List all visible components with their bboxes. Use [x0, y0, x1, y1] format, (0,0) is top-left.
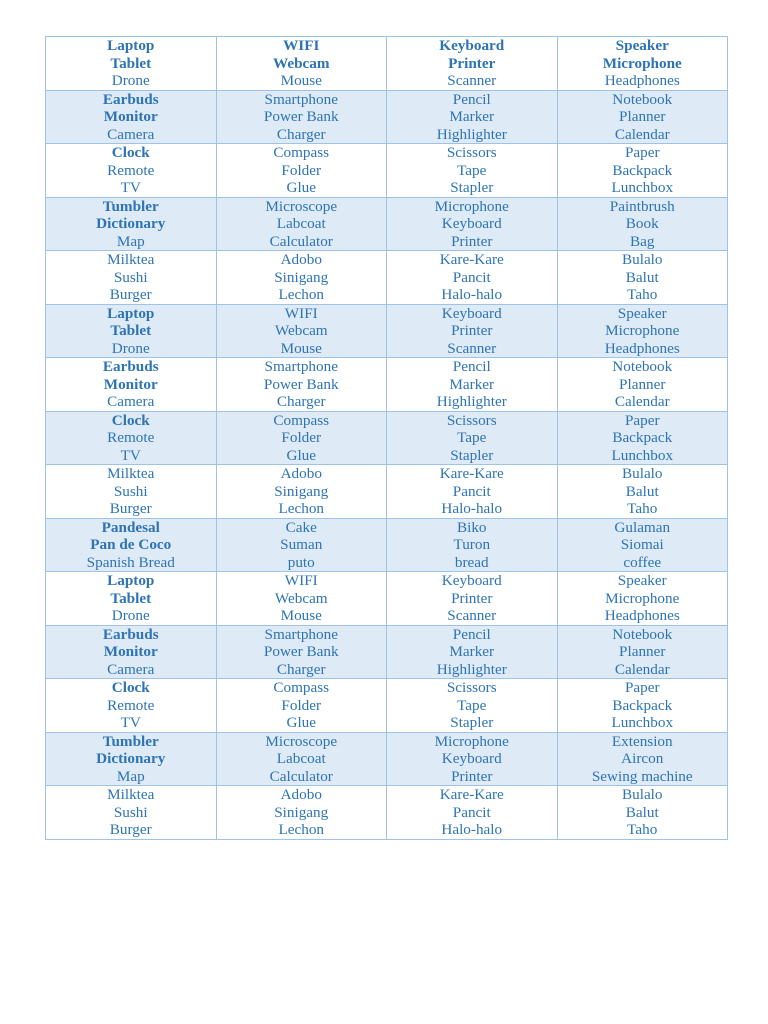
table-cell [46, 625, 217, 679]
cell-word: Laptop [107, 37, 155, 54]
cell-word: Speaker [615, 37, 669, 54]
cell-word: Microphone [605, 589, 680, 607]
table-cell [216, 197, 387, 251]
cell-word: Folder [281, 696, 322, 714]
cell-word: Balut [625, 803, 659, 821]
cell-word: Speaker [617, 304, 667, 322]
cell-word: Pancit [452, 482, 491, 500]
cell-word: Compass [273, 679, 330, 696]
cell-word: Keyboard [441, 215, 502, 232]
cell-word: Backpack [612, 429, 673, 446]
cell-word: Tape [457, 696, 487, 714]
cell-word: Tumbler [102, 732, 159, 750]
cell-word: Milktea [107, 786, 155, 803]
cell-word: Map [116, 232, 145, 250]
table-cell [46, 251, 217, 305]
table-cell [387, 732, 558, 786]
table-cell [557, 518, 728, 572]
cell-word: Calendar [614, 125, 670, 143]
cell-word: Siomai [620, 536, 664, 553]
table-cell [216, 786, 387, 840]
cell-word: Charger [276, 660, 326, 678]
cell-word: Sinigang [274, 803, 329, 821]
cell-word: Sinigang [274, 268, 329, 286]
cell-word: Dictionary [96, 750, 166, 767]
table-cell [216, 358, 387, 412]
cell-word: TV [120, 446, 141, 464]
table-cell [557, 304, 728, 358]
cell-word: puto [287, 553, 315, 571]
cell-word: Pan de Coco [90, 536, 172, 553]
cell-word: Stapler [450, 179, 494, 196]
cell-word: Mouse [280, 72, 322, 89]
cell-word: Marker [449, 375, 495, 393]
cell-word: Paper [624, 411, 660, 429]
cell-word: Lunchbox [611, 179, 674, 196]
cell-word: Clock [111, 411, 150, 429]
cell-word: Calculator [269, 767, 333, 785]
table-cell [557, 411, 728, 465]
table-row [46, 518, 728, 572]
cell-word: Camera [107, 660, 155, 678]
cell-word: Highlighter [436, 660, 507, 678]
cell-word: Glue [286, 179, 317, 196]
cell-word: Power Bank [263, 643, 339, 660]
cell-word: Headphones [604, 339, 680, 357]
cell-word: Labcoat [276, 750, 326, 767]
cell-word: Camera [107, 393, 155, 410]
cell-word: Gulaman [614, 518, 671, 536]
cell-word: Notebook [612, 358, 673, 375]
table-cell [557, 625, 728, 679]
table-cell [46, 679, 217, 733]
cell-word: Tape [457, 161, 487, 179]
cell-word: TV [120, 179, 141, 196]
table-row [46, 197, 728, 251]
cell-word: Mouse [280, 339, 322, 357]
cell-word: Halo-halo [441, 821, 503, 838]
table-row [46, 90, 728, 144]
table-cell [216, 411, 387, 465]
cell-word: Compass [273, 144, 330, 161]
cell-word: Webcam [274, 589, 328, 607]
table-cell [216, 465, 387, 519]
table-cell [387, 625, 558, 679]
cell-word: Remote [107, 429, 155, 446]
cell-word: Microphone [434, 732, 509, 750]
table-row [46, 732, 728, 786]
cell-word: Printer [451, 232, 493, 250]
cell-word: Clock [111, 144, 150, 161]
cell-word: Printer [451, 322, 493, 339]
cell-word: Dictionary [96, 215, 166, 232]
cell-word: Smartphone [264, 358, 338, 375]
cell-word: Balut [625, 268, 659, 286]
table-cell [216, 679, 387, 733]
cell-word: Microphone [434, 197, 509, 215]
cell-word: Tablet [110, 54, 152, 72]
table-row [46, 572, 728, 626]
table-cell [46, 197, 217, 251]
table-row [46, 37, 728, 91]
cell-word: Notebook [612, 625, 673, 643]
table-cell [557, 358, 728, 412]
table-cell [387, 786, 558, 840]
table-row [46, 786, 728, 840]
cell-word: Planner [619, 375, 666, 393]
cell-word: Drone [111, 607, 150, 624]
cell-word: Drone [111, 339, 150, 357]
cell-word: TV [120, 714, 141, 731]
table-cell [216, 518, 387, 572]
table-cell [46, 358, 217, 412]
cell-word: Lechon [278, 821, 325, 838]
cell-word: Lechon [278, 500, 325, 517]
cell-word: Scissors [446, 144, 497, 161]
table-cell [46, 304, 217, 358]
cell-word: Pandesal [101, 518, 160, 536]
cell-word: Remote [107, 161, 155, 179]
table-cell [387, 37, 558, 91]
cell-word: Compass [273, 411, 330, 429]
cell-word: Mouse [280, 607, 322, 624]
cell-word: Sewing machine [591, 767, 693, 785]
cell-word: Scissors [446, 679, 497, 696]
table-cell [387, 465, 558, 519]
cell-word: Calendar [614, 393, 670, 410]
table-row [46, 625, 728, 679]
cell-word: Scanner [447, 607, 497, 624]
cell-word: Sushi [113, 803, 148, 821]
table-cell [557, 679, 728, 733]
table-cell [557, 465, 728, 519]
cell-word: Pancit [452, 268, 491, 286]
cell-word: Webcam [272, 54, 330, 72]
cell-word: Adobo [280, 465, 322, 482]
cell-word: Scanner [447, 339, 497, 357]
table-cell [216, 144, 387, 198]
cell-word: Book [625, 215, 659, 232]
table-cell [46, 465, 217, 519]
cell-word: Scanner [447, 72, 497, 89]
table-row [46, 411, 728, 465]
word-list-table [45, 36, 728, 840]
cell-word: Cake [285, 518, 317, 536]
cell-word: WIFI [284, 304, 318, 322]
cell-word: Tablet [110, 589, 152, 607]
cell-word: Planner [619, 643, 666, 660]
table-row [46, 465, 728, 519]
cell-word: Smartphone [264, 625, 338, 643]
table-cell [557, 251, 728, 305]
table-row [46, 679, 728, 733]
cell-word: Earbuds [102, 90, 159, 108]
cell-word: bread [454, 553, 489, 571]
table-cell [216, 732, 387, 786]
cell-word: coffee [623, 553, 662, 571]
cell-word: Monitor [103, 108, 158, 125]
cell-word: Backpack [612, 696, 673, 714]
cell-word: Kare-Kare [439, 465, 504, 482]
table-cell [46, 786, 217, 840]
cell-word: Keyboard [439, 37, 505, 54]
cell-word: Sushi [113, 268, 148, 286]
cell-word: Microscope [265, 197, 338, 215]
table-cell [387, 518, 558, 572]
cell-word: Keyboard [441, 572, 502, 589]
cell-word: Printer [451, 589, 493, 607]
cell-word: Tape [457, 429, 487, 446]
cell-word: Taho [627, 821, 658, 838]
table-cell [387, 144, 558, 198]
cell-word: Sinigang [274, 482, 329, 500]
cell-word: Tablet [110, 322, 152, 339]
cell-word: Scissors [446, 411, 497, 429]
table-cell [46, 572, 217, 626]
table-cell [557, 37, 728, 91]
cell-word: Burger [109, 821, 152, 838]
cell-word: Planner [619, 108, 666, 125]
cell-word: WIFI [284, 572, 318, 589]
table-cell [216, 625, 387, 679]
cell-word: Spanish Bread [86, 553, 175, 571]
cell-word: Speaker [617, 572, 667, 589]
cell-word: Paintbrush [609, 197, 675, 215]
cell-word: Halo-halo [441, 286, 503, 303]
cell-word: Sushi [113, 482, 148, 500]
table-cell [557, 144, 728, 198]
table-cell [557, 732, 728, 786]
cell-word: Biko [456, 518, 487, 536]
table-cell [46, 37, 217, 91]
table-cell [557, 572, 728, 626]
table-cell [216, 572, 387, 626]
cell-word: Calculator [269, 232, 333, 250]
cell-word: Folder [281, 429, 322, 446]
cell-word: Pencil [452, 625, 491, 643]
cell-word: Highlighter [436, 125, 507, 143]
cell-word: Tumbler [102, 197, 159, 215]
cell-word: Milktea [107, 465, 155, 482]
cell-word: Pancit [452, 803, 491, 821]
cell-word: Marker [449, 108, 495, 125]
cell-word: Burger [109, 500, 152, 517]
table-cell [46, 411, 217, 465]
table-cell [557, 90, 728, 144]
cell-word: Drone [111, 72, 150, 89]
cell-word: Bulalo [622, 465, 663, 482]
cell-word: Earbuds [102, 625, 159, 643]
cell-word: Camera [107, 125, 155, 143]
table-cell [387, 197, 558, 251]
cell-word: Stapler [450, 714, 494, 731]
table-cell [387, 251, 558, 305]
cell-word: Burger [109, 286, 152, 303]
table-cell [216, 37, 387, 91]
cell-word: Power Bank [263, 375, 339, 393]
table-cell [216, 251, 387, 305]
cell-word: Printer [448, 54, 496, 72]
cell-word: Bulalo [622, 786, 663, 803]
cell-word: Aircon [621, 750, 664, 767]
table-row [46, 144, 728, 198]
cell-word: Keyboard [441, 750, 502, 767]
cell-word: Clock [111, 679, 150, 696]
table-cell [387, 679, 558, 733]
cell-word: Remote [107, 696, 155, 714]
cell-word: Map [116, 767, 145, 785]
cell-word: Laptop [107, 572, 155, 589]
cell-word: Keyboard [441, 304, 502, 322]
cell-word: Kare-Kare [439, 786, 504, 803]
cell-word: Kare-Kare [439, 251, 504, 268]
cell-word: Highlighter [436, 393, 507, 410]
cell-word: Extension [611, 732, 673, 750]
cell-word: Backpack [612, 161, 673, 179]
cell-word: Paper [624, 144, 660, 161]
cell-word: Pencil [452, 358, 491, 375]
cell-word: Bulalo [622, 251, 663, 268]
table-cell [557, 197, 728, 251]
cell-word: WIFI [283, 37, 320, 54]
cell-word: Power Bank [263, 108, 339, 125]
cell-word: Monitor [103, 375, 158, 393]
table-cell [387, 90, 558, 144]
cell-word: Laptop [107, 304, 155, 322]
cell-word: Lunchbox [611, 446, 674, 464]
cell-word: Microphone [602, 54, 682, 72]
cell-word: Halo-halo [441, 500, 503, 517]
cell-word: Calendar [614, 660, 670, 678]
cell-word: Notebook [612, 90, 673, 108]
table-cell [387, 411, 558, 465]
cell-word: Suman [280, 536, 323, 553]
cell-word: Charger [276, 393, 326, 410]
cell-word: Glue [286, 714, 317, 731]
cell-word: Headphones [604, 607, 680, 624]
table-row [46, 358, 728, 412]
cell-word: Glue [286, 446, 317, 464]
cell-word: Headphones [604, 72, 680, 89]
table-body [46, 37, 728, 840]
cell-word: Monitor [103, 643, 158, 660]
cell-word: Microphone [605, 322, 680, 339]
table-cell [387, 572, 558, 626]
cell-word: Earbuds [102, 358, 159, 375]
cell-word: Taho [627, 500, 658, 517]
table-cell [216, 90, 387, 144]
table-cell [46, 144, 217, 198]
cell-word: Adobo [280, 251, 322, 268]
table-cell [46, 518, 217, 572]
cell-word: Marker [449, 643, 495, 660]
cell-word: Folder [281, 161, 322, 179]
cell-word: Adobo [280, 786, 322, 803]
cell-word: Charger [276, 125, 326, 143]
table-cell [216, 304, 387, 358]
cell-word: Taho [627, 286, 658, 303]
table-row [46, 251, 728, 305]
cell-word: Webcam [274, 322, 328, 339]
cell-word: Paper [624, 679, 660, 696]
cell-word: Printer [451, 767, 493, 785]
table-row [46, 304, 728, 358]
cell-word: Stapler [450, 446, 494, 464]
cell-word: Milktea [107, 251, 155, 268]
cell-word: Smartphone [264, 90, 338, 108]
cell-word: Lunchbox [611, 714, 674, 731]
table-cell [557, 786, 728, 840]
cell-word: Lechon [278, 286, 325, 303]
table-cell [46, 90, 217, 144]
table-cell [387, 304, 558, 358]
cell-word: Pencil [452, 90, 491, 108]
cell-word: Labcoat [276, 215, 326, 232]
cell-word: Balut [625, 482, 659, 500]
table-cell [46, 732, 217, 786]
table-cell [387, 358, 558, 412]
cell-word: Bag [630, 232, 655, 250]
cell-word: Turon [453, 536, 491, 553]
cell-word: Microscope [265, 732, 338, 750]
